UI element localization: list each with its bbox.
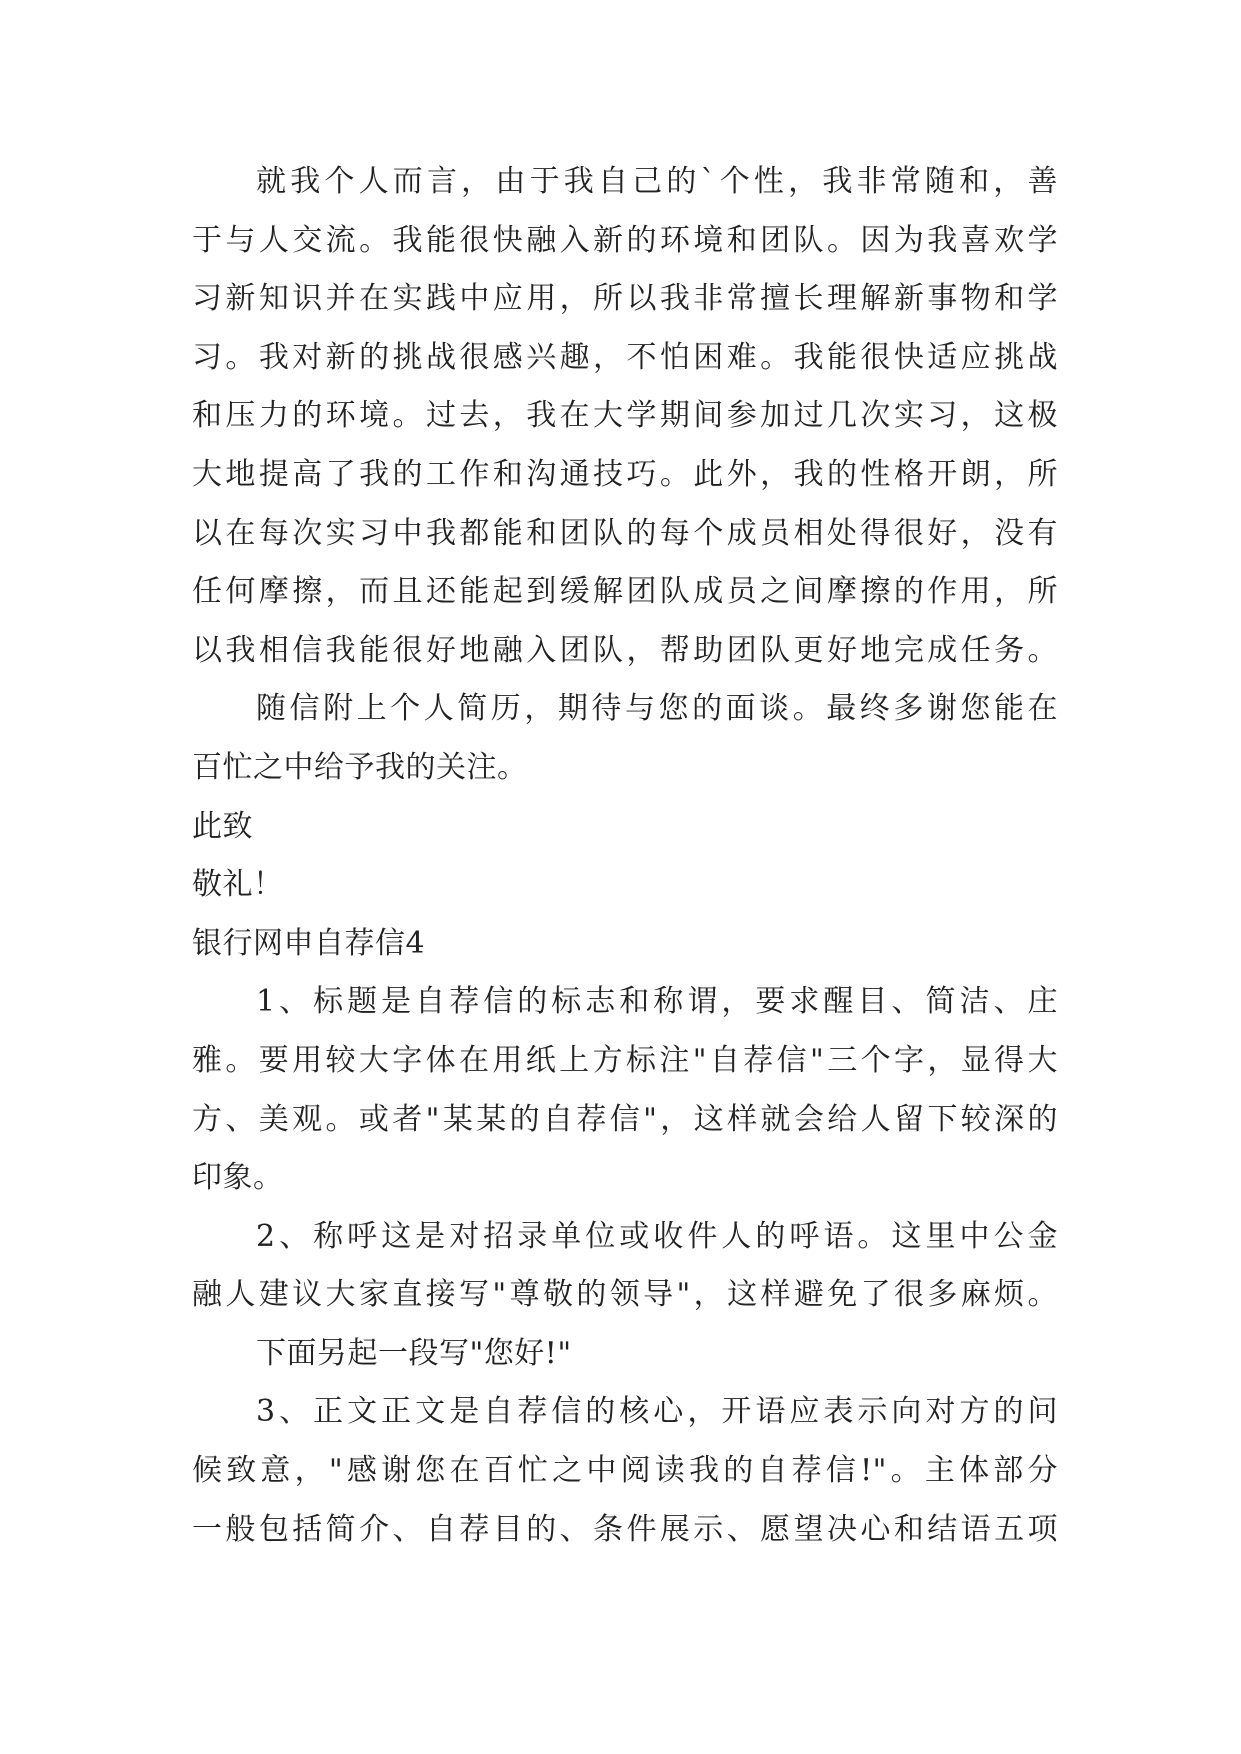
text-line: 雅。要用较大字体在用纸上方标注"自荐信"三个字，显得大 (192, 1042, 1058, 1078)
text-line: 以在每次实习中我都能和团队的每个成员相处得很好，没有 (192, 515, 1058, 551)
text-line: 大地提高了我的工作和沟通技巧。此外，我的性格开朗，所 (192, 456, 1058, 492)
text-line: 百忙之中给予我的关注。 (192, 749, 528, 785)
text-line: 随信附上个人简历，期待与您的面谈。最终多谢您能在 (256, 691, 1058, 727)
text-line: 方、美观。或者"某某的自荐信"，这样就会给人留下较深的 (192, 1101, 1058, 1137)
text-line: 和压力的环境。过去，我在大学期间参加过几次实习，这极 (192, 398, 1058, 434)
text-line: 敬礼！ (192, 867, 284, 903)
text-line: 此致 (192, 808, 253, 844)
text-line: 3、正文正文是自荐信的核心，开语应表示向对方的问 (256, 1394, 1058, 1430)
text-line: 银行网申自荐信4 (192, 925, 426, 961)
document-body (192, 153, 1058, 1559)
text-line: 2、称呼这是对招录单位或收件人的呼语。这里中公金 (256, 1218, 1058, 1254)
text-line: 候致意，"感谢您在百忙之中阅读我的自荐信!"。主体部分 (192, 1453, 1058, 1489)
text-line: 以我相信我能很好地融入团队，帮助团队更好地完成任务。 (192, 632, 1058, 668)
text-line: 一般包括简介、自荐目的、条件展示、愿望决心和结语五项 (192, 1511, 1058, 1547)
text-line: 融人建议大家直接写"尊敬的领导"，这样避免了很多麻烦。 (192, 1277, 1058, 1313)
text-line: 印象。 (192, 1160, 284, 1196)
text-line: 就我个人而言，由于我自己的`个性，我非常随和，善 (256, 164, 1058, 199)
text-line: 于与人交流。我能很快融入新的环境和团队。因为我喜欢学 (192, 222, 1058, 258)
text-line: 习。我对新的挑战很感兴趣，不怕困难。我能很快适应挑战 (192, 339, 1058, 375)
text-line: 习新知识并在实践中应用，所以我非常擅长理解新事物和学 (192, 281, 1058, 317)
text-line: 任何摩擦，而且还能起到缓解团队成员之间摩擦的作用，所 (192, 574, 1058, 610)
text-line: 1、标题是自荐信的标志和称谓，要求醒目、简洁、庄 (256, 984, 1058, 1020)
text-line: 下面另起一段写"您好!" (256, 1335, 572, 1371)
